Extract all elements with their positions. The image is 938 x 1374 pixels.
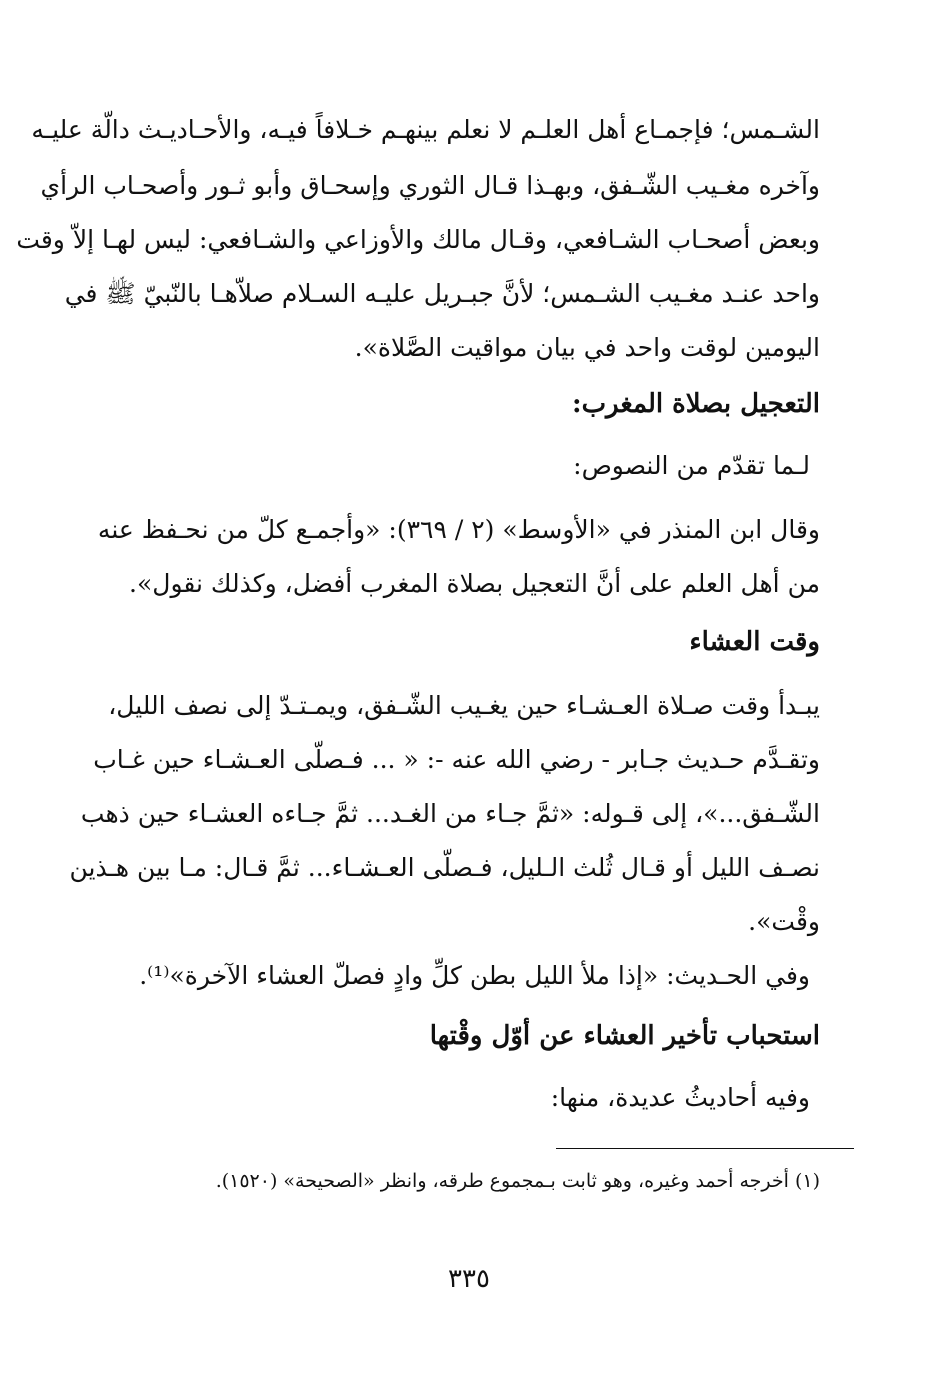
text-line: وتقـدَّم حـديث جـابر - رضي الله عنه -: « ... فـصلّى العـشـاء حين غـاب (93, 745, 820, 774)
text-line: يبـدأ وقت صـلاة العـشـاء حين يغـيب الشّـفق، ويمـتـدّ إلى نصف الليل، (108, 691, 820, 720)
footnote: (١) أخرجه أحمد وغيره، وهو ثابت بـمجموع طرقه، وانظر «الصحيحة» (١٥٢٠). (215, 1170, 820, 1192)
text-line: من أهل العلم على أنَّ التعجيل بصلاة المغرب أفضل، وكذلك نقول». (129, 569, 820, 598)
text-line: وفي الحـديث: «إذا ملأ الليل بطن كلِّ وادٍ فصلّ العشاء الآخرة»⁽¹⁾. (139, 961, 810, 990)
page-number: ٣٣٥ (448, 1264, 490, 1294)
footnote-divider (556, 1148, 854, 1149)
text-line: واحد عنـد مغـيب الشـمس؛ لأنَّ جبـريل عليـه السـلام صلاّهـا بالنّبيّ ﷺ في (64, 279, 820, 308)
text-line: وآخره مغـيب الشّـفق، وبهـذا قـال الثوري وإسحـاق وأبو ثـور وأصحـاب الرأي (40, 171, 820, 200)
text-line: الشّـفق...»، إلى قـوله: «ثمَّ جـاء من الغـد... ثمَّ جـاءه العشـاء حين ذهب (80, 799, 820, 828)
section-heading: التعجيل بصلاة المغرب: (571, 389, 820, 419)
text-line: وبعض أصحـاب الشـافعي، وقـال مالك والأوزاعي والشـافعي: ليس لهـا إلاّ وقت (16, 225, 820, 254)
text-line: وقال ابن المنذر في «الأوسط» (٢ / ٣٦٩): «وأجمـع كلّ من نحـفظ عنه (97, 515, 820, 544)
section-heading: استحباب تأخير العشاء عن أوّل وقْتها (429, 1021, 820, 1051)
text-line: لـما تقدّم من النصوص: (573, 451, 810, 480)
section-heading: وقت العشاء (689, 627, 820, 657)
text-line: وفيه أحاديثُ عديدة، منها: (550, 1083, 810, 1112)
text-line: الشـمس؛ فإجمـاع أهل العلـم لا نعلم بينهـم خـلافاً فيـه، والأحـاديـث دالّة عليـه (31, 115, 820, 144)
text-line: نصـف الليل أو قـال ثُلث الـليل، فـصلّى العـشـاء... ثمَّ قـال: مـا بين هـذين (69, 853, 820, 882)
text-line: وقْت». (748, 907, 820, 936)
text-line: اليومين لوقت واحد في بيان مواقيت الصَّلاة». (354, 333, 820, 362)
